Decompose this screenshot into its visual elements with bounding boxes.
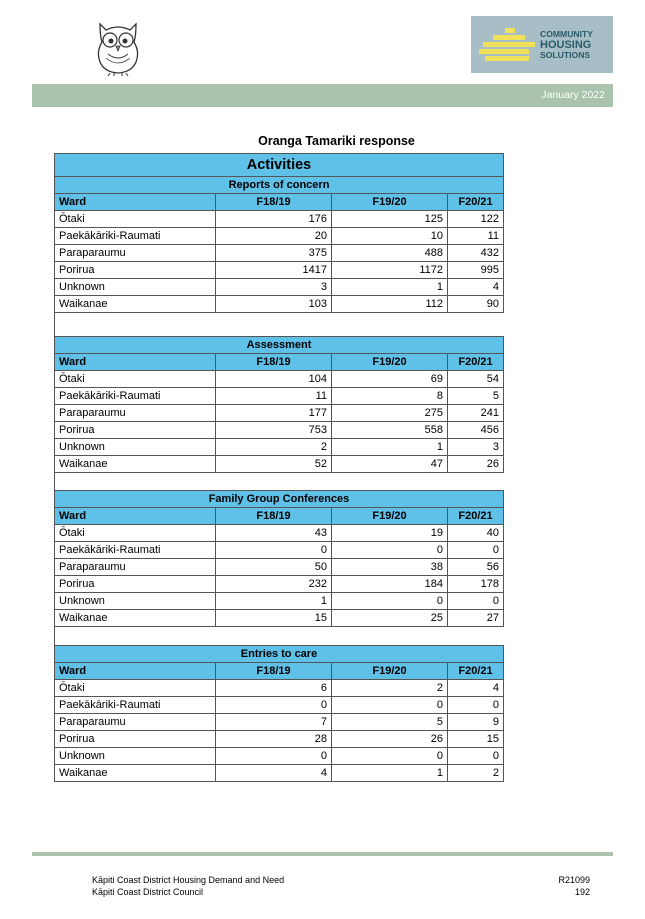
table-cell: 38 (332, 559, 448, 576)
logo-wordmark (540, 30, 593, 60)
table-cell: 25 (332, 610, 448, 627)
table-cell: Porirua (55, 576, 216, 593)
table-cell: 40 (448, 525, 504, 542)
table-row (55, 296, 504, 313)
table-cell: Ōtaki (55, 525, 216, 542)
table-cell: 0 (332, 748, 448, 765)
table-cell: 0 (448, 542, 504, 559)
table-cell: 1 (332, 279, 448, 296)
table-cell: 7 (216, 714, 332, 731)
table-cell: 0 (216, 748, 332, 765)
table-cell: Porirua (55, 262, 216, 279)
table-cell: 0 (216, 542, 332, 559)
table-row (55, 748, 504, 765)
table-row (55, 731, 504, 748)
table-cell: Paekākāriki-Raumati (55, 542, 216, 559)
table-cell: 488 (332, 245, 448, 262)
table-cell: 50 (216, 559, 332, 576)
table-cell: 4 (216, 765, 332, 782)
footer-report-code: R21099 (558, 875, 590, 885)
table-cell: Paraparaumu (55, 559, 216, 576)
footer-divider (32, 852, 613, 856)
header-band (32, 84, 613, 107)
column-header: F19/20 (332, 354, 448, 371)
logo-line-2: HOUSING (540, 38, 592, 51)
footer-left (92, 875, 284, 898)
table-cell: 15 (448, 731, 504, 748)
table-cell: 19 (332, 525, 448, 542)
table-cell: 0 (448, 748, 504, 765)
table-cell: Paraparaumu (55, 714, 216, 731)
table-cell: Ōtaki (55, 680, 216, 697)
column-header: F20/21 (448, 194, 504, 211)
table-row (55, 279, 504, 296)
table-row (55, 576, 504, 593)
table-row (55, 559, 504, 576)
table-row (55, 456, 504, 473)
table-cell: Unknown (55, 439, 216, 456)
column-header: F18/19 (216, 194, 332, 211)
table-cell: 1 (332, 765, 448, 782)
footer-page-number: 192 (574, 886, 590, 897)
table-cell: 2 (448, 765, 504, 782)
house-bars-icon (479, 28, 537, 62)
table-cell: 125 (332, 211, 448, 228)
table-cell: 3 (448, 439, 504, 456)
section-table (54, 153, 504, 313)
column-header: Ward (55, 354, 216, 371)
section-title: Family Group Conferences (55, 491, 504, 508)
table-cell: 1172 (332, 262, 448, 279)
table-cell: Porirua (55, 422, 216, 439)
table-cell: 15 (216, 610, 332, 627)
table-cell: Unknown (55, 279, 216, 296)
column-header: F18/19 (216, 663, 332, 680)
section-table (54, 336, 504, 473)
table-cell: 0 (332, 697, 448, 714)
table-row (55, 765, 504, 782)
table-cell: Paekākāriki-Raumati (55, 388, 216, 405)
table-cell: 27 (448, 610, 504, 627)
table-row (55, 388, 504, 405)
table-cell: 375 (216, 245, 332, 262)
table-cell: 90 (448, 296, 504, 313)
section-title: Entries to care (55, 646, 504, 663)
table-cell: Waikanae (55, 610, 216, 627)
table-cell: Waikanae (55, 296, 216, 313)
table-row (55, 262, 504, 279)
table-row (55, 245, 504, 262)
table-cell: 26 (448, 456, 504, 473)
table-row (55, 405, 504, 422)
table-cell: Paekākāriki-Raumati (55, 228, 216, 245)
table-row (55, 422, 504, 439)
column-header: F18/19 (216, 354, 332, 371)
table-cell: Unknown (55, 593, 216, 610)
column-header: Ward (55, 508, 216, 525)
table-cell: 20 (216, 228, 332, 245)
table-cell: 11 (216, 388, 332, 405)
table-row (55, 228, 504, 245)
column-header: F20/21 (448, 354, 504, 371)
table-row (55, 593, 504, 610)
table-cell: 0 (448, 697, 504, 714)
table-cell: Unknown (55, 748, 216, 765)
section-table (54, 490, 504, 627)
table-row (55, 697, 504, 714)
table-cell: 0 (332, 542, 448, 559)
table-cell: 9 (448, 714, 504, 731)
table-row (55, 439, 504, 456)
table-cell: 5 (448, 388, 504, 405)
column-header: Ward (55, 194, 216, 211)
table-cell: 103 (216, 296, 332, 313)
table-cell: 47 (332, 456, 448, 473)
table-cell: 54 (448, 371, 504, 388)
table-cell: 0 (216, 697, 332, 714)
table-cell: Waikanae (55, 456, 216, 473)
table-row (55, 680, 504, 697)
table-cell: 1417 (216, 262, 332, 279)
table-cell: 4 (448, 680, 504, 697)
column-header: F20/21 (448, 508, 504, 525)
table-cell: 69 (332, 371, 448, 388)
table-cell: 28 (216, 731, 332, 748)
table-row (55, 610, 504, 627)
table-cell: 4 (448, 279, 504, 296)
logo-line-3: SOLUTIONS (540, 49, 591, 60)
table-cell: 1 (216, 593, 332, 610)
table-row (55, 211, 504, 228)
header-date: January 2022 (541, 89, 605, 101)
table-cell: Porirua (55, 731, 216, 748)
community-housing-solutions-logo (471, 16, 613, 73)
table-cell: Paraparaumu (55, 245, 216, 262)
column-header: F19/20 (332, 194, 448, 211)
table-cell: 56 (448, 559, 504, 576)
table-cell: 232 (216, 576, 332, 593)
table-cell: 0 (448, 593, 504, 610)
table-cell: Ōtaki (55, 371, 216, 388)
table-cell: 6 (216, 680, 332, 697)
table-cell: 1 (332, 439, 448, 456)
table-cell: 11 (448, 228, 504, 245)
column-header: F20/21 (448, 663, 504, 680)
table-cell: 456 (448, 422, 504, 439)
section-title: Reports of concern (55, 177, 504, 194)
table-cell: 753 (216, 422, 332, 439)
activities-heading: Activities (55, 154, 504, 177)
table-cell: 176 (216, 211, 332, 228)
owl-icon (92, 18, 144, 76)
footer-right (558, 875, 590, 898)
table-cell: 8 (332, 388, 448, 405)
table-cell: 177 (216, 405, 332, 422)
table-cell: 10 (332, 228, 448, 245)
table-cell: 52 (216, 456, 332, 473)
page-title: Oranga Tamariki response (258, 134, 415, 148)
table-cell: 432 (448, 245, 504, 262)
footer-council: Kāpiti Coast District Council (92, 886, 204, 897)
table-cell: 43 (216, 525, 332, 542)
column-header: F19/20 (332, 508, 448, 525)
table-cell: 5 (332, 714, 448, 731)
table-cell: Paraparaumu (55, 405, 216, 422)
table-cell: 558 (332, 422, 448, 439)
table-cell: 275 (332, 405, 448, 422)
table-row (55, 542, 504, 559)
table-cell: 241 (448, 405, 504, 422)
table-cell: 112 (332, 296, 448, 313)
table-cell: 995 (448, 262, 504, 279)
column-header: Ward (55, 663, 216, 680)
column-header: F19/20 (332, 663, 448, 680)
section-table (54, 645, 504, 782)
table-cell: 26 (332, 731, 448, 748)
table-row (55, 371, 504, 388)
section-title: Assessment (55, 337, 504, 354)
logo-line-1: COMMUNITY (540, 29, 593, 39)
table-cell: Paekākāriki-Raumati (55, 697, 216, 714)
table-cell: 178 (448, 576, 504, 593)
table-row (55, 525, 504, 542)
table-cell: 184 (332, 576, 448, 593)
table-cell: 2 (216, 439, 332, 456)
table-cell: 2 (332, 680, 448, 697)
table-cell: Ōtaki (55, 211, 216, 228)
table-cell: 3 (216, 279, 332, 296)
table-cell: 122 (448, 211, 504, 228)
column-header: F18/19 (216, 508, 332, 525)
table-row (55, 714, 504, 731)
table-cell: 0 (332, 593, 448, 610)
table-cell: 104 (216, 371, 332, 388)
footer-report-title: Kāpiti Coast District Housing Demand and Need (92, 875, 285, 885)
table-cell: Waikanae (55, 765, 216, 782)
